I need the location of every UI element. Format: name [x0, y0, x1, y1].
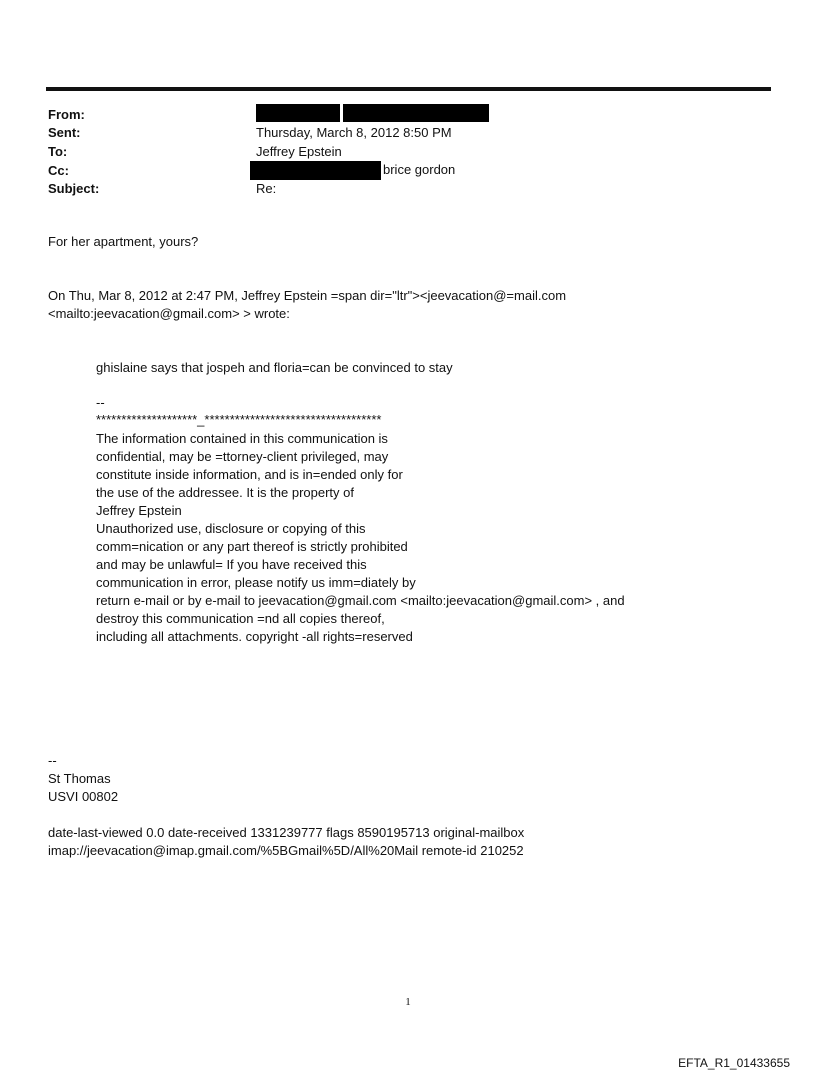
- disclaimer-line: communication in error, please notify us imm=diately by: [96, 575, 416, 590]
- signature-line-2: USVI 00802: [48, 789, 119, 804]
- signature-line-1: St Thomas: [48, 771, 111, 786]
- signature-dashes: --: [48, 753, 57, 768]
- disclaimer-line: confidential, may be =ttorney-client privileged, may: [96, 449, 389, 464]
- quote-intro-line-1: On Thu, Mar 8, 2012 at 2:47 PM, Jeffrey Epstein =span dir="ltr"><jeevacation@=mail.com: [48, 288, 567, 303]
- page-number: 1: [405, 996, 411, 1008]
- quoted-stars: ********************_***********************************: [96, 412, 382, 427]
- sent-label: Sent:: [48, 125, 81, 140]
- sent-value: Thursday, March 8, 2012 8:50 PM: [256, 125, 452, 140]
- disclaimer-line: Jeffrey Epstein: [96, 503, 182, 518]
- metadata-line-2: imap://jeevacation@imap.gmail.com/%5BGmail%5D/All%20Mail remote-id 210252: [48, 843, 524, 858]
- disclaimer-line: including all attachments. copyright -all rights=reserved: [96, 629, 413, 644]
- redaction-from-1: [256, 104, 340, 122]
- header-rule: [46, 87, 771, 91]
- disclaimer-line: destroy this communication =nd all copies thereof,: [96, 611, 385, 626]
- disclaimer-line: comm=nication or any part thereof is strictly prohibited: [96, 539, 408, 554]
- disclaimer-line: and may be unlawful= If you have received this: [96, 557, 367, 572]
- cc-value: brice gordon: [383, 162, 456, 177]
- disclaimer-line: The information contained in this communication is: [96, 431, 388, 446]
- from-label: From:: [48, 107, 85, 122]
- cc-label: Cc:: [48, 163, 69, 178]
- to-value: Jeffrey Epstein: [256, 144, 342, 159]
- disclaimer-line: constitute inside information, and is in=ended only for: [96, 467, 403, 482]
- disclaimer-line: Unauthorized use, disclosure or copying of this: [96, 521, 366, 536]
- to-label: To:: [48, 144, 68, 159]
- redaction-cc: [250, 161, 381, 180]
- disclaimer-line: the use of the addressee. It is the property of: [96, 485, 354, 500]
- quoted-sig-dashes: --: [96, 395, 105, 410]
- bates-number: EFTA_R1_01433655: [678, 1056, 790, 1070]
- redaction-from-2: [343, 104, 489, 122]
- subject-label: Subject:: [48, 181, 100, 196]
- quote-intro-line-2: <mailto:jeevacation@gmail.com> > wrote:: [48, 306, 290, 321]
- disclaimer-line: return e-mail or by e-mail to jeevacation@gmail.com <mailto:jeevacation@gmail.com> , and: [96, 593, 625, 608]
- quoted-message: ghislaine says that jospeh and floria=can be convinced to stay: [96, 360, 453, 375]
- subject-value: Re:: [256, 181, 277, 196]
- metadata-line-1: date-last-viewed 0.0 date-received 1331239777 flags 8590195713 original-mailbox: [48, 825, 525, 840]
- reply-text: For her apartment, yours?: [48, 234, 199, 249]
